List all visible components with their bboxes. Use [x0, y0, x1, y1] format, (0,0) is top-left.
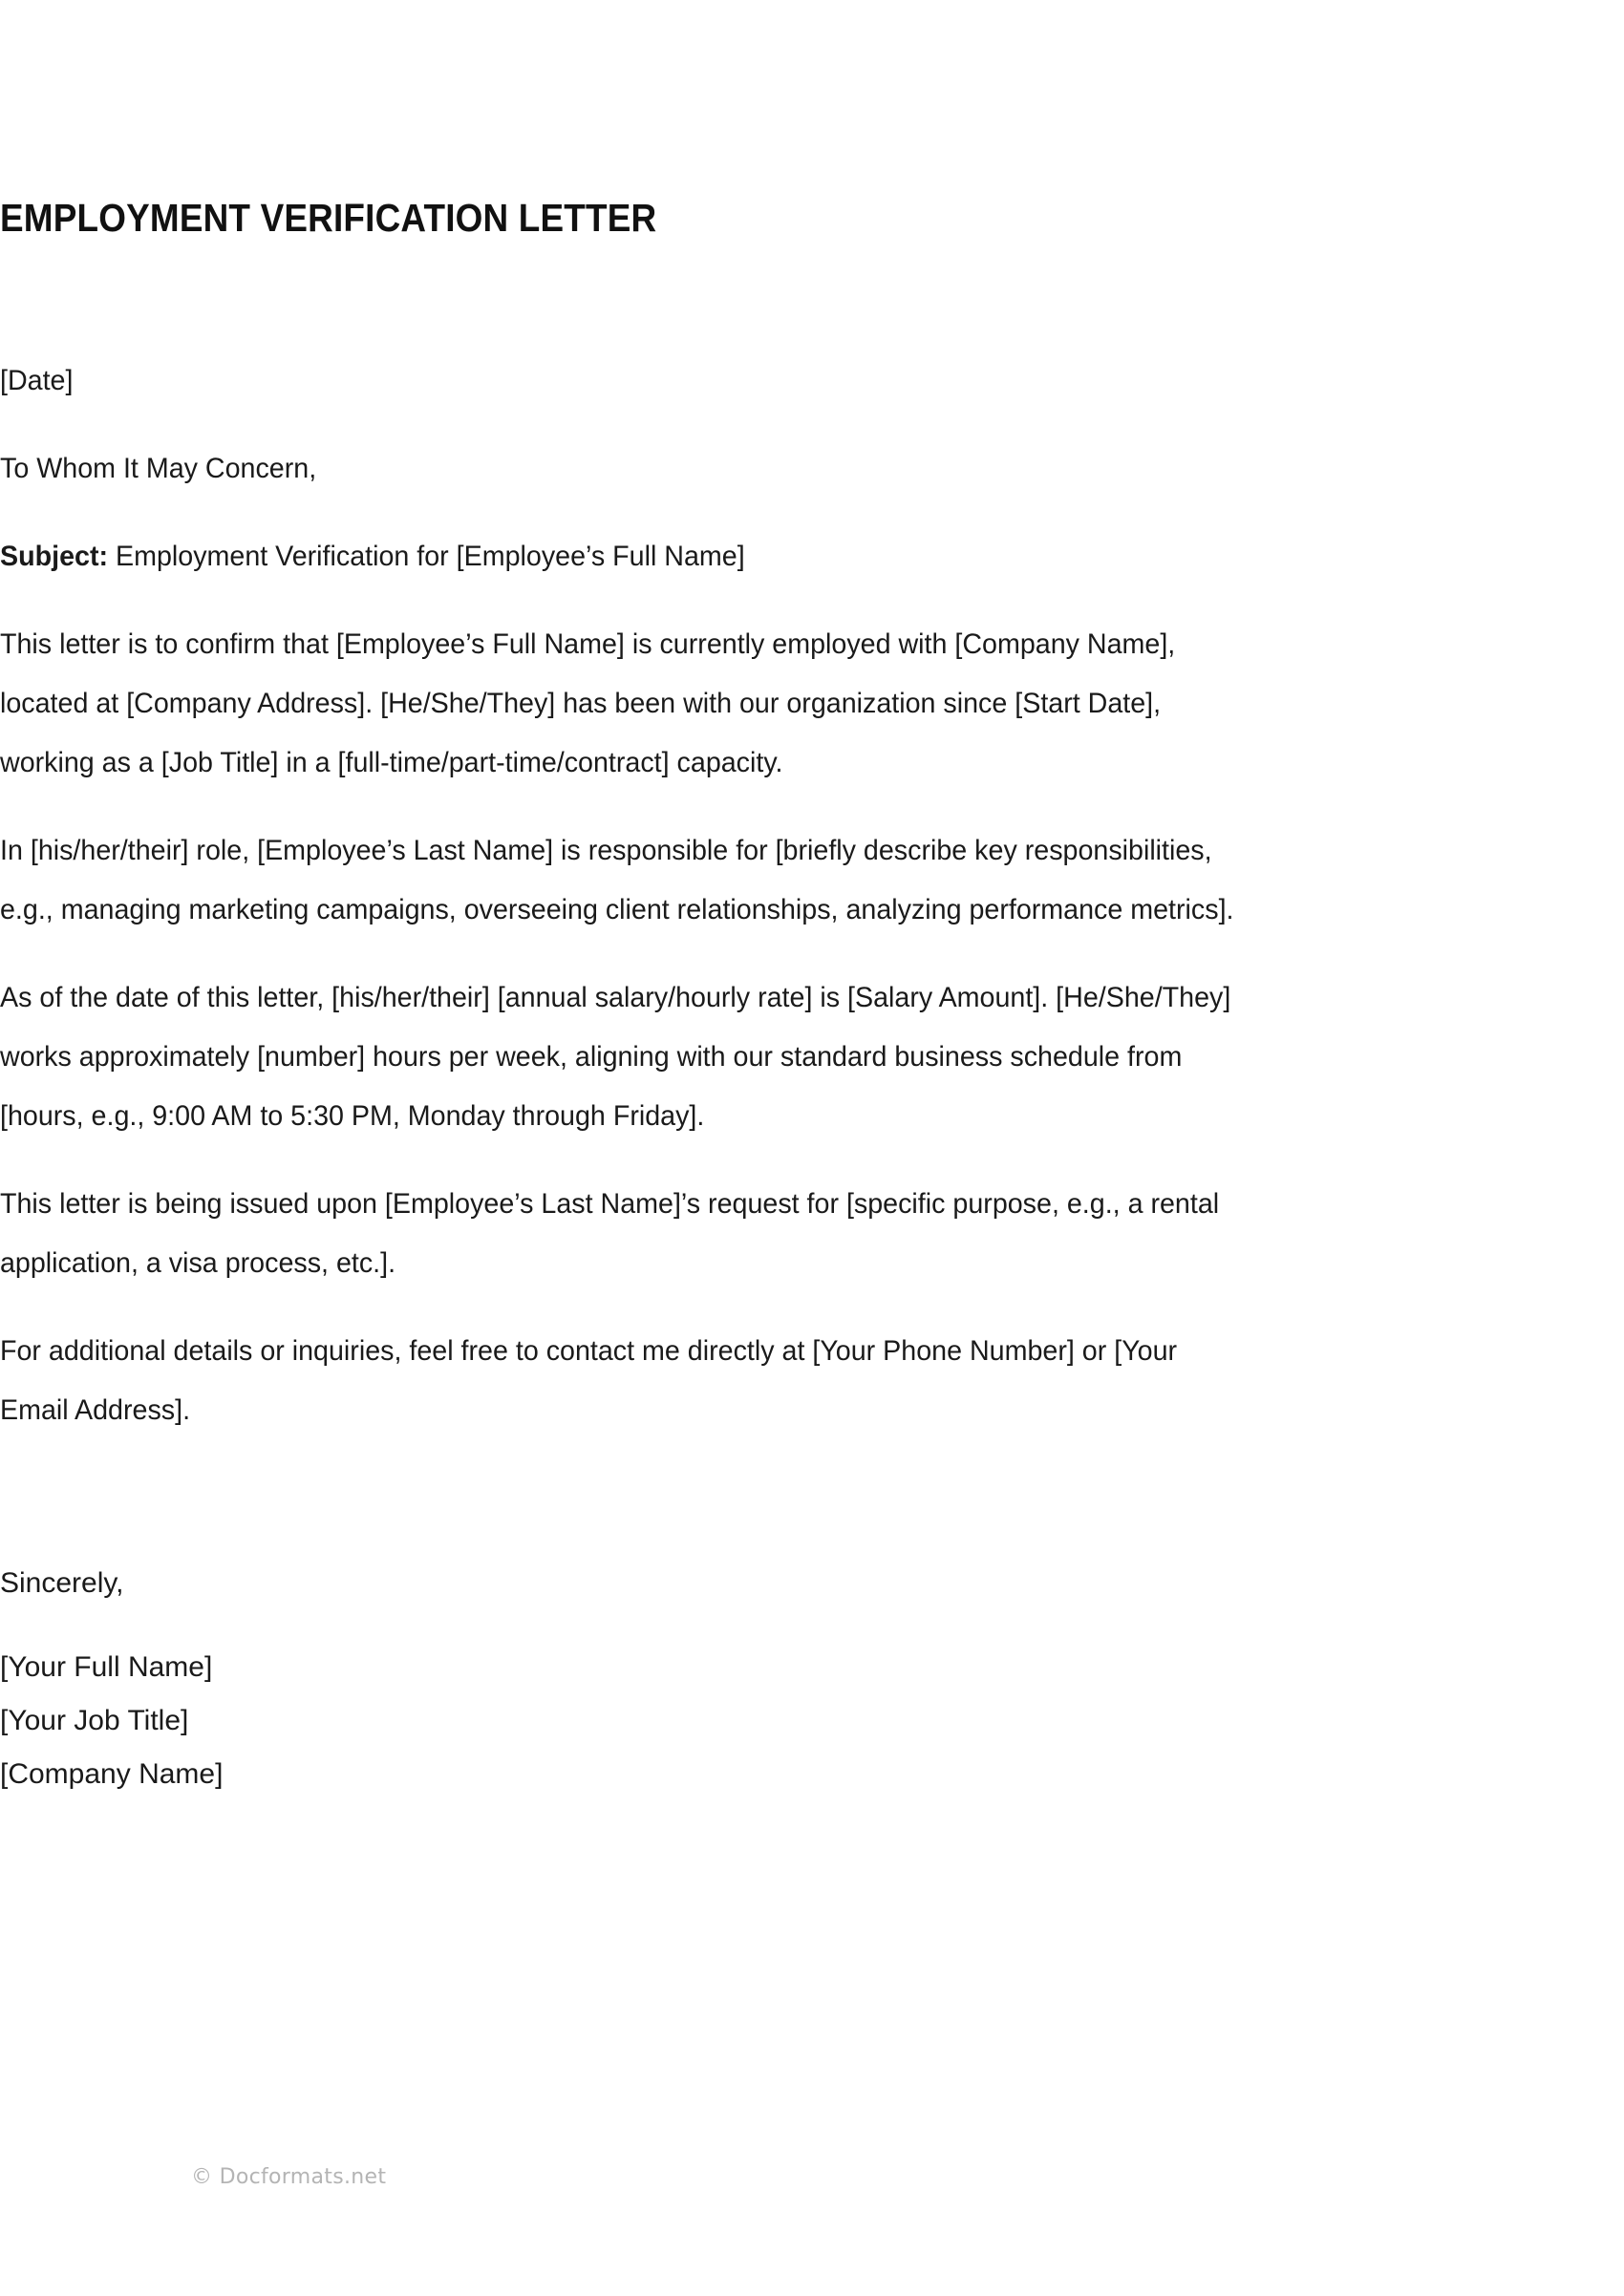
page-title: EMPLOYMENT VERIFICATION LETTER — [0, 196, 657, 240]
paragraph-role-responsibilities: In [his/her/their] role, [Employee’s Last Name] is responsible for [briefly describe key responsibilities, e.g., managing marketing campaigns, overseeing client relationships, analyzing performance metrics]. — [0, 835, 1234, 925]
footer-copyright: © Docformats.net — [191, 2165, 387, 2189]
subject-line — [0, 527, 1241, 586]
salutation: To Whom It May Concern, — [0, 453, 317, 484]
subject-text: Employment Verification for [Employee’s Full Name] — [108, 541, 745, 572]
signature-block — [0, 1564, 1242, 1794]
signature-job-title: [Your Job Title] — [0, 1705, 189, 1736]
paragraph-contact: For additional details or inquiries, feel free to contact me directly at [Your Phone Number] or [Your Email Address]. — [0, 1335, 1178, 1426]
signature-company-name: [Company Name] — [0, 1758, 224, 1790]
paragraph-salary-hours: As of the date of this letter, [his/her/their] [annual salary/hourly rate] is [Salary Amount]. [He/She/They] works approximately [number] hours per week, aligning with our standard business schedule from [hours, e.g., 9:00 AM to 5:30 PM, Monday through Friday]. — [0, 982, 1231, 1132]
paragraph-employment-confirmation: This letter is to confirm that [Employee’s Full Name] is currently employed with [Company Name], located at [Company Address]. [He/She/They] has been with our organization since [Start Date], working as a [Job Title] in a [full-time/part-time/contract] capacity. — [0, 628, 1176, 778]
date-placeholder: [Date] — [0, 365, 74, 396]
subject-label: Subject: — [0, 541, 109, 572]
letter-body — [0, 351, 1242, 1440]
paragraph-purpose: This letter is being issued upon [Employee’s Last Name]’s request for [specific purpose, e.g., a rental application, a visa process, etc.]. — [0, 1188, 1220, 1279]
signature-full-name: [Your Full Name] — [0, 1651, 213, 1683]
closing-salutation: Sincerely, — [0, 1567, 124, 1599]
